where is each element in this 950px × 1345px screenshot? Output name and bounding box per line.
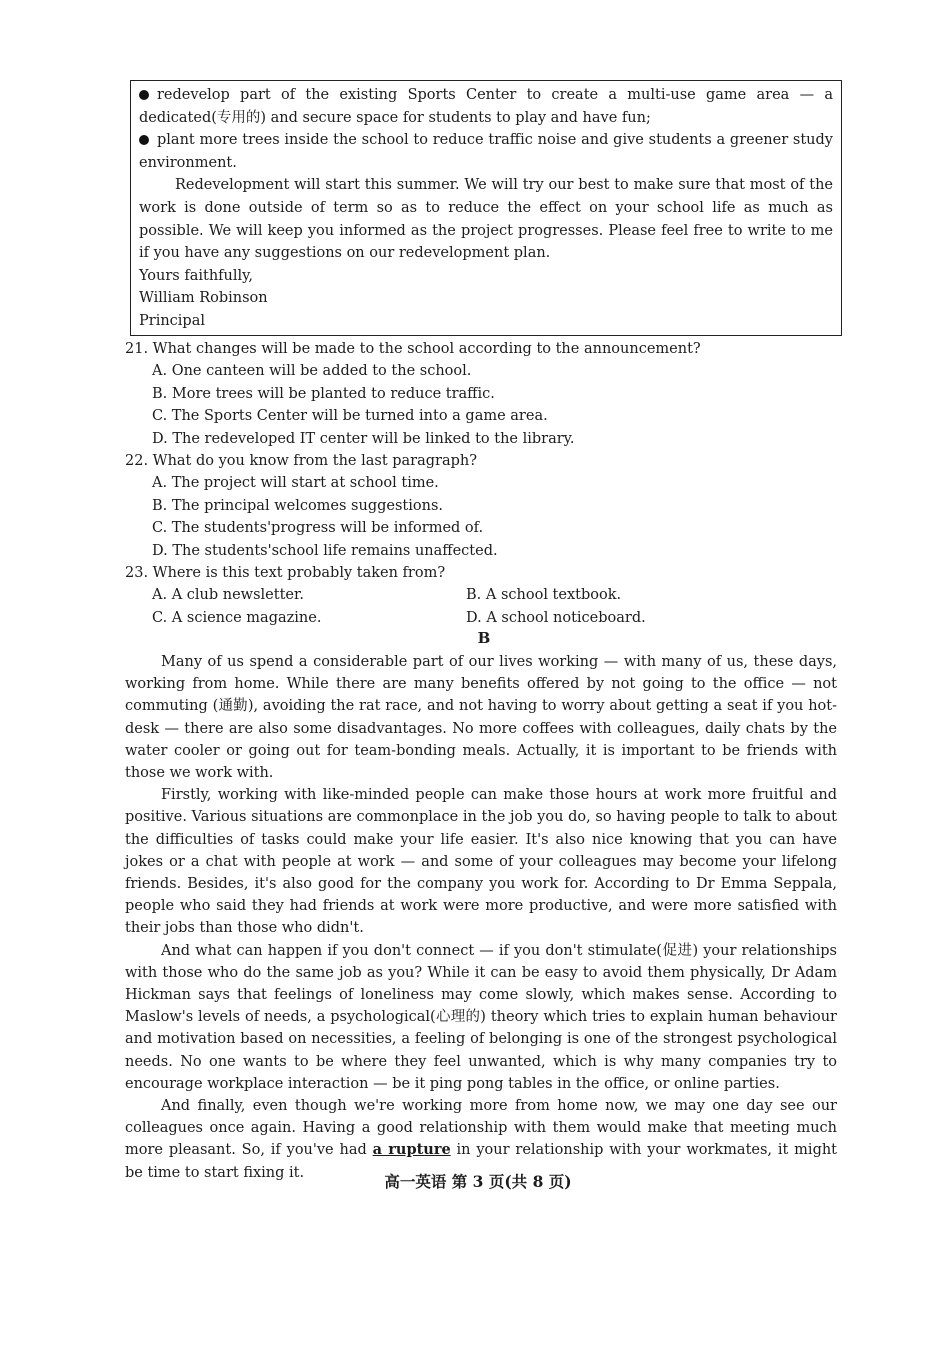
- option-23d: D. A school noticeboard.: [466, 609, 646, 626]
- notice-box: [130, 80, 842, 336]
- signature-name: William Robinson: [139, 290, 268, 307]
- signature-title: Principal: [139, 312, 205, 329]
- bullet-icon: [139, 135, 149, 145]
- option-21d: D. The redeveloped IT center will be linked to the library.: [152, 430, 575, 447]
- option-21b: B. More trees will be planted to reduce traffic.: [152, 385, 495, 402]
- option-21a: A. One canteen will be added to the school.: [152, 363, 472, 380]
- option-22c: C. The students'progress will be informed of.: [152, 520, 484, 537]
- notice-closing: Yours faithfully,: [139, 267, 254, 284]
- passage-b: [125, 651, 837, 1184]
- question-22: 22. What do you know from the last paragraph?: [125, 453, 478, 470]
- option-22a: A. The project will start at school time.: [152, 475, 439, 492]
- section-b-title: B: [477, 629, 491, 647]
- notice-bullet-1: redevelop part of the existing Sports Center to create a multi-use game area — a dedicated(专用的) and secure space for students to play and have fun;: [139, 87, 833, 126]
- options-23-row-2: [152, 607, 845, 629]
- option-22b: B. The principal welcomes suggestions.: [152, 497, 444, 514]
- option-22d: D. The students'school life remains unaffected.: [152, 542, 498, 559]
- question-23: 23. Where is this text probably taken from?: [125, 565, 446, 582]
- keyword-rupture: a rupture: [372, 1141, 451, 1159]
- passage-paragraph-4: And finally, even though we're working more from home now, we may one day see our colleagues once again. Having a good relationship with them would make that meeting much more pleasant. So, if you've had a rupture in your relationship with your workmates, it might be time to start fixing it.: [125, 1098, 838, 1181]
- question-21: 21. What changes will be made to the school according to the announcement?: [125, 341, 701, 357]
- bullet-icon: [139, 90, 149, 100]
- option-21c: C. The Sports Center will be turned into a game area.: [152, 408, 548, 425]
- option-23b: B. A school textbook.: [466, 587, 622, 604]
- option-23c: C. A science magazine.: [152, 609, 322, 626]
- questions: [125, 338, 845, 629]
- passage-paragraph-3: And what can happen if you don't connect — if you don't stimulate(促进) your relationships with those who do the same job as you? While it can be easy to avoid them physically, Dr Adam Hickman says that feelings of loneliness may come slowly, which makes sense. According to Maslow's levels of needs, a psychological(心理的) theory which tries to explain human behaviour and motivation based on necessities, a feeling of belonging is one of the strongest psychological needs. No one wants to be where they feel unwanted, which is why many companies try to encourage workplace interaction — be it ping pong tables in the office, or online parties.: [125, 942, 837, 1092]
- notice-paragraph: Redevelopment will start this summer. We will try our best to make sure that most of the work is done outside of term so as to reduce the effect on your school life as much as possible. We will keep you informed as the project progresses. Please feel free to write to me if you have any suggestions on our redevelopment plan.: [139, 177, 833, 262]
- option-23a: A. A club newsletter.: [152, 587, 304, 604]
- page-footer: 高一英语 第 3 页(共 8 页): [384, 1172, 572, 1191]
- passage-paragraph-2: Firstly, working with like-minded people can make those hours at work more fruitful and positive. Various situations are commonplace in the job you do, so having people to talk to about the difficulties of tasks could make your life easier. It's also nice knowing that you can have jokes or a chat with people at work — and some of your colleagues may become your lifelong friends. Besides, it's also good for the company you work for. According to Dr Emma Seppala, people who said they had friends at work were more productive, and were more satisfied with their jobs than those who didn't.: [125, 787, 837, 937]
- options-23-row-1: [152, 584, 845, 606]
- passage-paragraph-1: Many of us spend a considerable part of our lives working — with many of us, these days, working from home. While there are many benefits offered by not going to the office — not commuting (通勤), avoiding the rat race, and not having to worry about getting a seat if you hot-desk — there are also some disadvantages. No more coffees with colleagues, daily chats by the water cooler or going out for team-bonding meals. Actually, it is important to be friends with those we work with.: [125, 654, 837, 782]
- notice-bullet-2: plant more trees inside the school to reduce traffic noise and give students a greener study environment.: [139, 132, 833, 171]
